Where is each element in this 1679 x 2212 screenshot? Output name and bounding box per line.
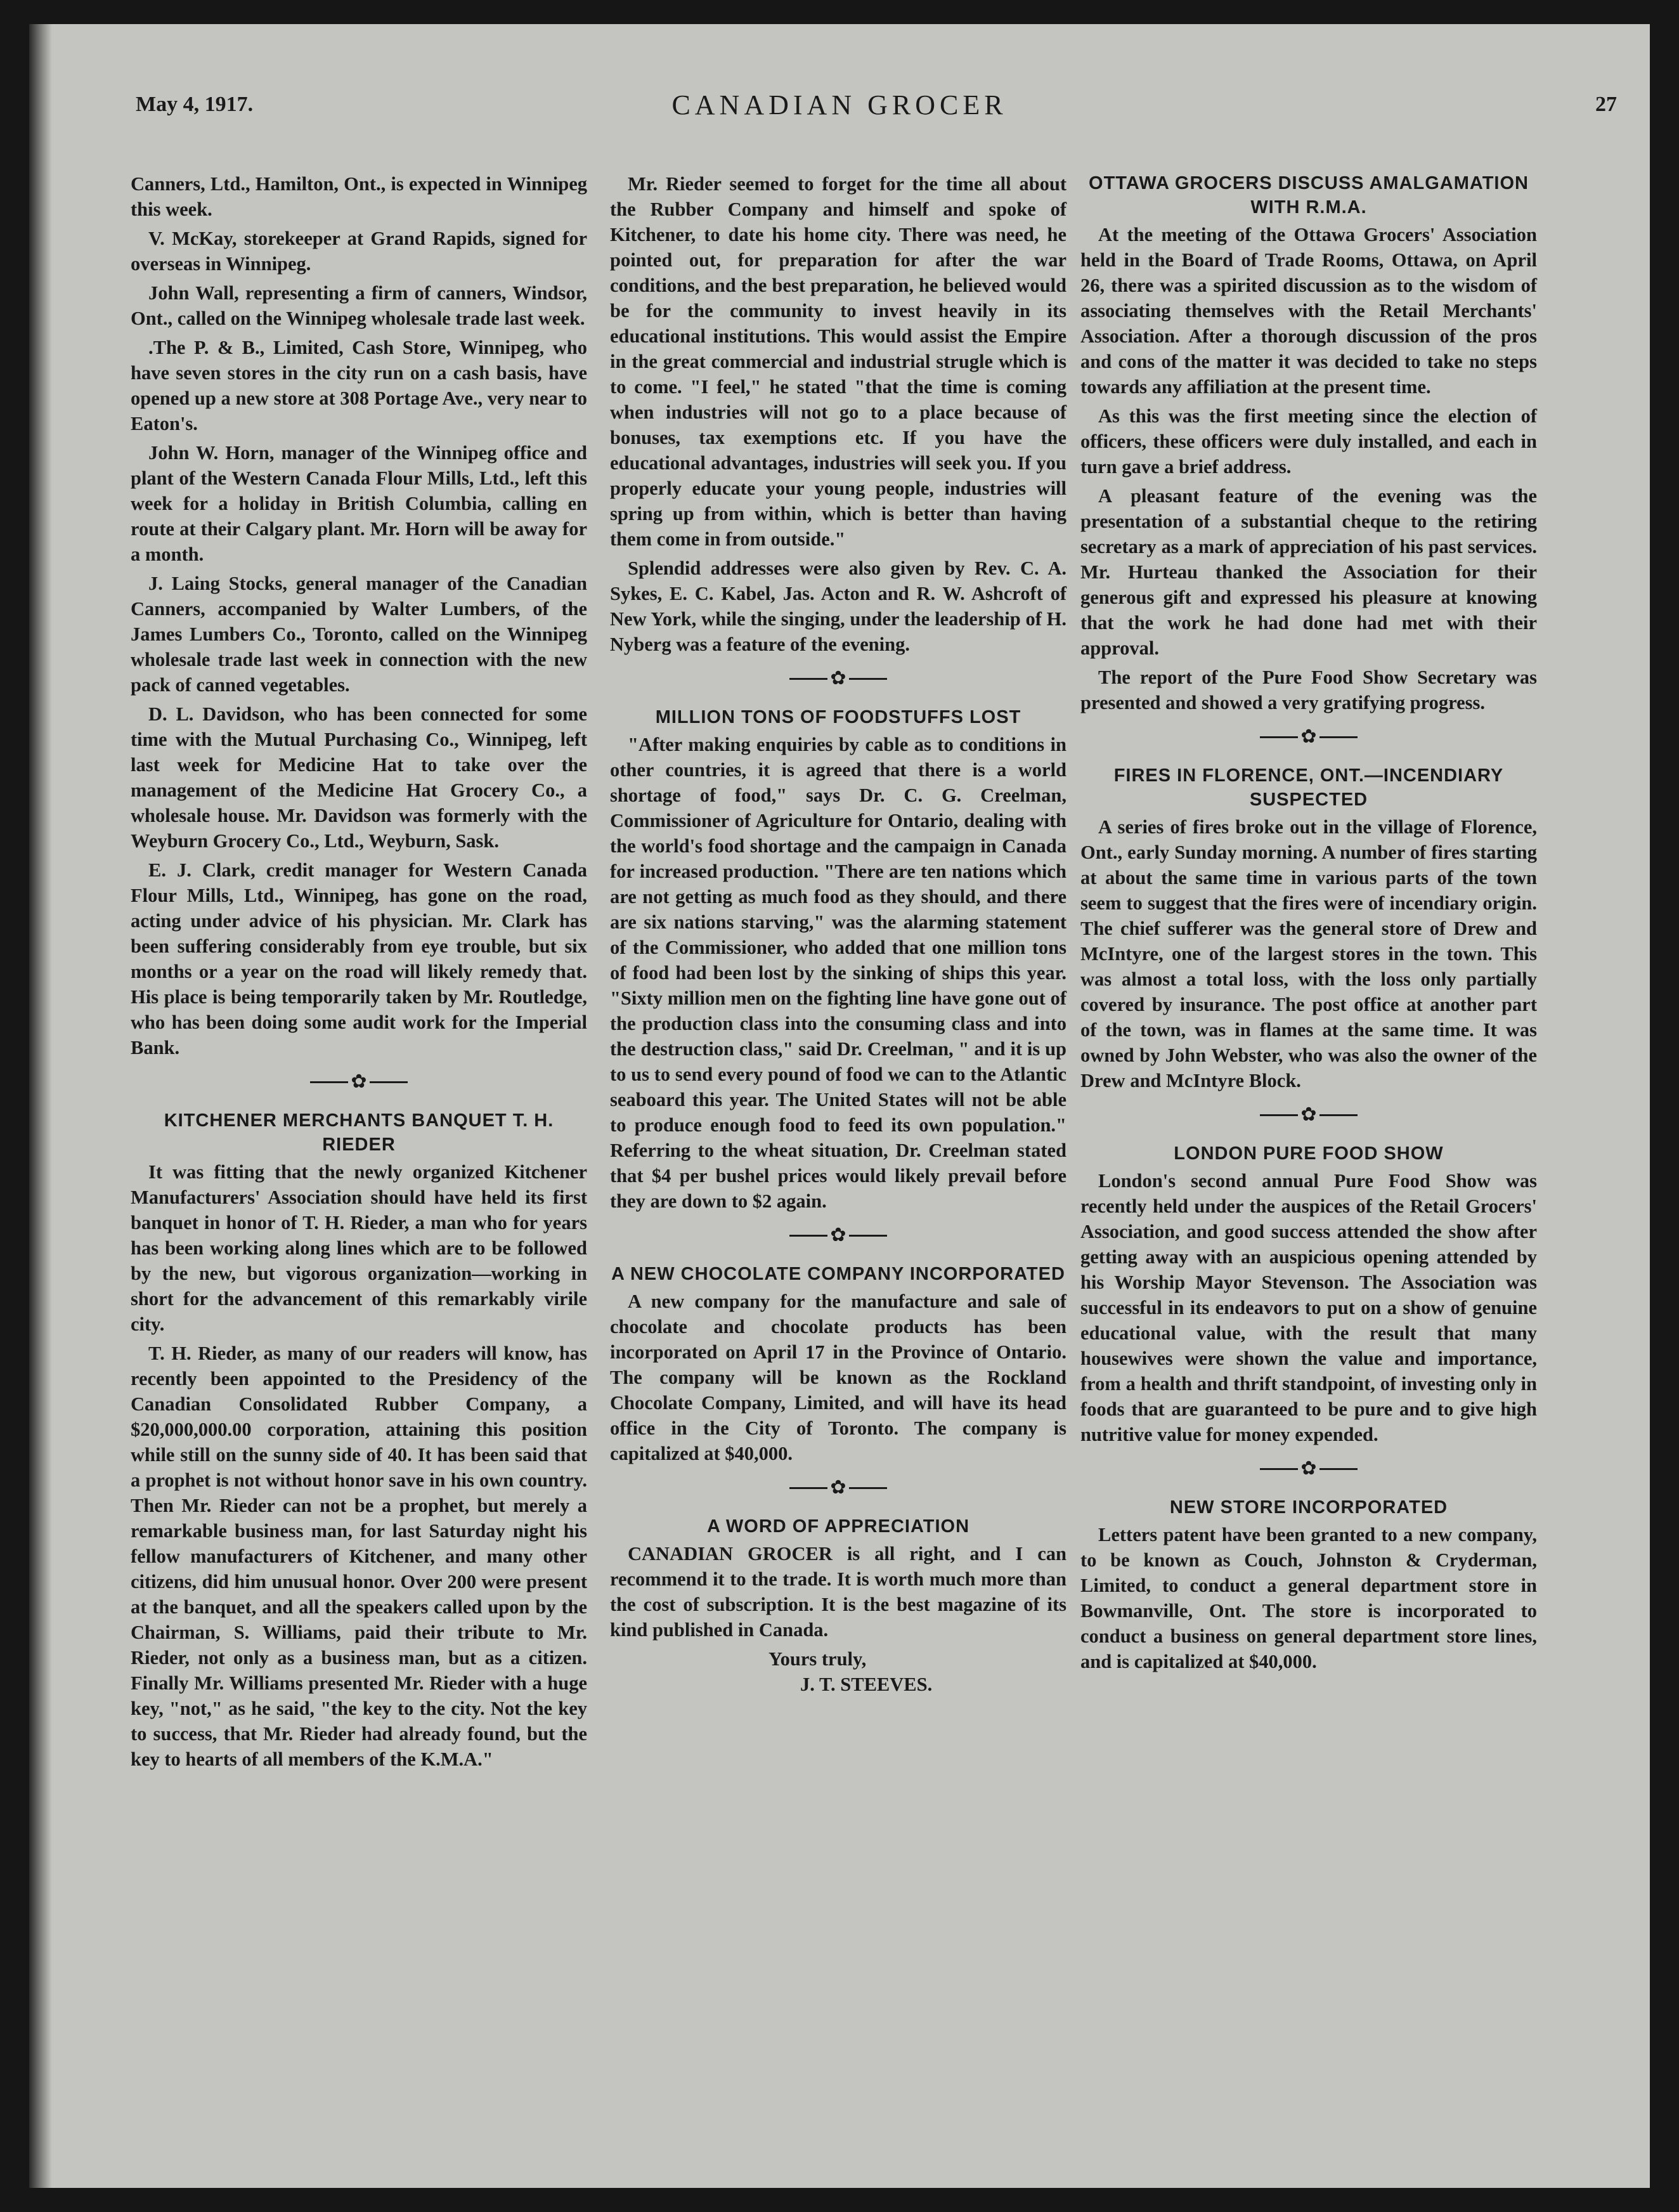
ornament-icon: ✿ [1300,1103,1317,1126]
column-middle [610,171,1066,1697]
publication-title: CANADIAN GROCER [671,89,1008,120]
magazine-page [29,24,1650,2188]
article-paragraph: Letters patent have been granted to a new company, to be known as Couch, Johnston & Cryderman, Limited, to conduct a general department store in Bowmanville, Ont. The store is incorporated to conduct a business on general department store lines, and is capitalized at $40,000. [1080,1524,1537,1672]
article-heading: NEW STORE INCORPORATED [1169,1497,1448,1518]
article-paragraph: A series of fires broke out in the village of Florence, Ont., early Sunday morning. A number of fires starting at about the same time in various parts of the town seem to suggest that the fires were of incendiary origin. The chief sufferer was the general store of Drew and McIntyre, one of the largest stores in the town. This was almost a total loss, with the loss only partially covered by insurance. The post office at another part of the town, was in flames at the same time. It was owned by John Webster, who was also the owner of the Drew and McIntyre Block. [1080,816,1537,1091]
ornament-icon: ✿ [830,667,846,690]
column-left [131,171,587,1776]
section-divider [610,1470,1066,1506]
news-item: E. J. Clark, credit manager for Western Canada Flour Mills, Ltd., Winnipeg, has gone on the road, acting under advice of his physician. Mr. Clark has been suffering considerably from eye trouble, but six months or a year on the road will likely remedy that. His place is being temporarily taken by Mr. Routledge, who has been doing some audit work for the Imperial Bank. [131,859,587,1058]
article-paragraph: Mr. Rieder seemed to forget for the time all about the Rubber Company and himself and spoke of Kitchener, to date his home city. There was need, he pointed out, for preparation for after the war conditions, and the best preparation, he believed would be for the community to invest heavily in its educational institutions. This would assist the Empire in the great commercial and industrial strugle which is to come. "I feel," he stated "that the time is coming when industries will not go to a place because of bonuses, tax exemptions etc. If you have the educational advantages, industries will seek you. If you properly educate your young people, industries will spring up from within, which is better than having them come in from outside." [610,173,1066,550]
news-item: V. McKay, storekeeper at Grand Rapids, signed for overseas in Winnipeg. [131,228,587,275]
letter-signature: J. T. STEEVES. [800,1674,933,1695]
article-paragraph: At the meeting of the Ottawa Grocers' Association held in the Board of Trade Rooms, Ottawa, on April 26, there was a spirited discussion as to the wisdom of associating themselves with the Retail Merchants' Association. After a thorough discussion of the pros and cons of the matter it was decided to take no steps towards any affiliation at the present time. [1080,224,1537,398]
article-paragraph: Splendid addresses were also given by Rev. C. A. Sykes, E. C. Kabel, Jas. Acton and R. W. Ashcroft of New York, while the singing, under the leadership of H. Nyberg was a feature of the evening. [610,557,1066,655]
issue-date: May 4, 1917. [136,93,254,116]
article-heading: MILLION TONS OF FOODSTUFFS LOST [655,707,1021,727]
article-heading: KITCHENER MERCHANTS BANQUET T. H. RIEDER [164,1110,554,1155]
article-paragraph: "After making enquiries by cable as to conditions in other countries, it is agreed that there is a world shortage of food," says Dr. C. G. Creelman, Commissioner of Agriculture for Ontario, dealing with the world's food shortage and the campaign in Canada for increased production. "There are ten nations which are not getting as much food as they should, and there are six nations starving," was the alarming statement of the Commissioner, who added that one million tons of food had been lost by the sinking of ships this year. "Sixty million men on the fighting line have gone out of the production class into the consuming class and into the destruction class," said Dr. Creelman, " and it is up to us to send every pound of food we can to the Atlantic seaboard this year. The United States will not be able to produce enough food to feed its own population." Referring to the wheat situation, Dr. Creelman stated that $4 per bushel prices would likely prevail before they are down to $2 again. [610,734,1066,1212]
section-divider [1080,1097,1537,1133]
article-heading: OTTAWA GROCERS DISCUSS AMALGAMATION WITH R.M.A. [1089,173,1529,218]
letter-closing: Yours truly, [768,1648,867,1670]
page-binding-edge [29,24,52,2188]
article-paragraph: T. H. Rieder, as many of our readers will know, has recently been appointed to the Presidency of the Canadian Consolidated Rubber Company, a $20,000,000.00 corporation, attaining this position while still on the sunny side of 40. It has been said that a prophet is not without honor save in his own country. Then Mr. Rieder can not be a prophet, but merely a remarkable business man, for last Saturday night his fellow manufacturers of Kitchener, and many other citizens, did him unusual honor. Over 200 were present at the banquet, and all the speakers called upon by the Chairman, S. Williams, paid their tribute to Mr. Rieder, not only as a business man, but as a citizen. Finally Mr. Williams presented Mr. Rieder with a huge key, "not," as he said, "the key to the city. Not the key to success, that Mr. Rieder had already found, but the key to hearts of all members of the K.M.A." [131,1343,587,1770]
ornament-icon: ✿ [351,1070,367,1093]
section-divider [1080,1451,1537,1487]
section-divider [610,1218,1066,1253]
ornament-icon: ✿ [1300,1457,1317,1480]
article-heading: LONDON PURE FOOD SHOW [1174,1143,1444,1164]
article-heading: FIRES IN FLORENCE, ONT.—INCENDIARY SUSPECTED [1113,765,1504,810]
article-paragraph: London's second annual Pure Food Show was recently held under the auspices of the Retail Grocers' Association, and good success attended the show after getting away with an auspicious opening attended by his Worship Mayor Stevenson. The Association was successful in its endeavors to put on a show of genuine educational value, with the result that many housewives were shown the value and importance, from a health and thrift standpoint, of investing only in foods that are guaranteed to be pure and to give high nutritive value for money expended. [1080,1170,1537,1445]
section-divider [610,661,1066,696]
column-right [1080,171,1537,1678]
ornament-icon: ✿ [1300,725,1317,748]
news-item: D. L. Davidson, who has been connected for some time with the Mutual Purchasing Co., Winnipeg, left last week for Medicine Hat to take over the management of the Medicine Hat Grocery Co., a wholesale house. Mr. Davidson was formerly with the Weyburn Grocery Co., Ltd., Weyburn, Sask. [131,703,587,852]
news-item: J. Laing Stocks, general manager of the Canadian Canners, accompanied by Walter Lumbers, of the James Lumbers Co., Toronto, called on the Winnipeg wholesale trade last week in connection with the new pack of canned vegetables. [131,573,587,696]
article-paragraph: As this was the first meeting since the election of officers, these officers were duly installed, and each in turn gave a brief address. [1080,405,1537,478]
article-paragraph: CANADIAN GROCER is all right, and I can recommend it to the trade. It is worth much more than the cost of subscription. It is the best magazine of its kind published in Canada. [610,1543,1066,1641]
article-paragraph: It was fitting that the newly organized Kitchener Manufacturers' Association should have held its first banquet in honor of T. H. Rieder, a man who for years has been working along lines which are to be followed by the new, but vigorous organization—working in short for the advancement of this remarkably virile city. [131,1161,587,1335]
section-divider [131,1064,587,1100]
ornament-icon: ✿ [830,1224,846,1247]
article-paragraph: A pleasant feature of the evening was the presentation of a substantial cheque to the retiring secretary as a mark of appreciation of his past services. Mr. Hurteau thanked the Association for their generous gift and expressed his pleasure at knowing that the work he had done had met with their approval. [1080,485,1537,659]
section-divider [1080,719,1537,755]
ornament-icon: ✿ [830,1476,846,1499]
article-paragraph: The report of the Pure Food Show Secretary was presented and showed a very gratifying progress. [1080,667,1537,713]
news-item: .The P. & B., Limited, Cash Store, Winnipeg, who have seven stores in the city run on a cash basis, have opened up a new store at 308 Portage Ave., very near to Eaton's. [131,337,587,434]
page-number: 27 [1595,93,1617,116]
news-item: John Wall, representing a firm of canners, Windsor, Ont., called on the Winnipeg wholesale trade last week. [131,282,587,329]
article-heading: A NEW CHOCOLATE COMPANY INCORPORATED [611,1264,1065,1284]
news-item: Canners, Ltd., Hamilton, Ont., is expected in Winnipeg this week. [131,173,587,220]
news-item: John W. Horn, manager of the Winnipeg office and plant of the Western Canada Flour Mills, Ltd., left this week for a holiday in British Columbia, calling en route at their Calgary plant. Mr. Horn will be away for a month. [131,442,587,565]
article-paragraph: A new company for the manufacture and sale of chocolate and chocolate products has been incorporated on April 17 in the Province of Ontario. The company will be known as the Rockland Chocolate Company, Limited, and will have its head office in the City of Toronto. The company is capitalized at $40,000. [610,1291,1066,1464]
article-heading: A WORD OF APPRECIATION [706,1516,970,1537]
